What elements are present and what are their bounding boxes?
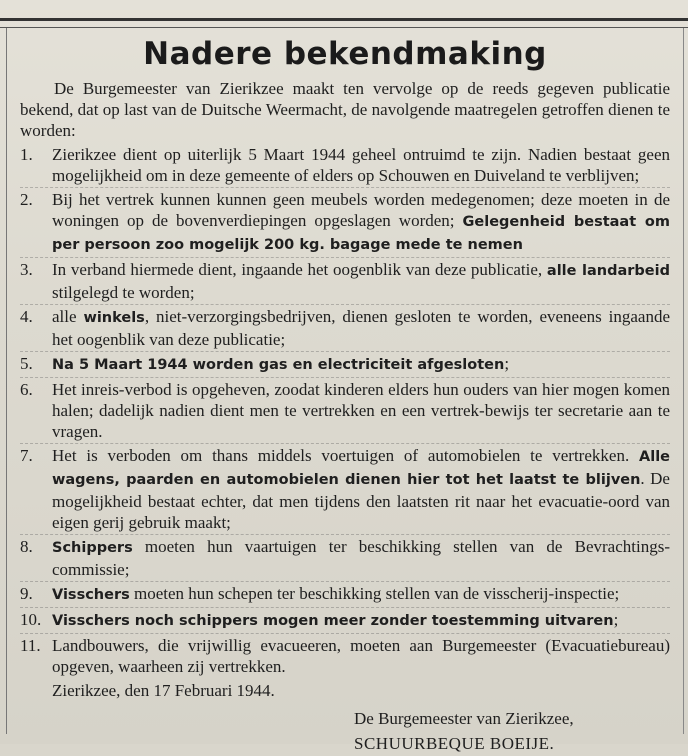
measure-item	[20, 535, 670, 582]
measure-number: 3.	[20, 260, 33, 279]
measure-emphasis: Visschers	[52, 587, 130, 603]
left-rule	[6, 28, 7, 734]
top-rule	[0, 18, 688, 28]
measure-item	[20, 582, 670, 608]
measure-emphasis: Visschers noch schippers mogen meer zonder toestemming uitvaren	[52, 613, 614, 629]
measure-text: alle	[52, 307, 84, 326]
signature-block	[20, 706, 670, 756]
measure-text: . De mogelijkheid bestaat echter, dat men tijdens den laatsten rit naar het evacuatie-oord van eigen gerij gebruik maakt;	[52, 469, 670, 532]
measure-text: Het inreis-verbod is opgeheven, zoodat kinderen elders hun ouders van hier mogen komen halen; dadelijk nadien dient men te vertrekken en een vertrek-bewijs ter secretarie aan te vragen.	[52, 380, 670, 441]
measure-item	[20, 258, 670, 305]
measure-text: Zierikzee dient op uiterlijk 5 Maart 1944 geheel ontruimd te zijn. Nadien bestaat geen mogelijkheid om in deze gemeente of elders op Schouwen en Duiveland te verblijven;	[52, 145, 670, 185]
measure-text: ;	[613, 610, 619, 629]
notice-body	[20, 36, 670, 756]
measure-item	[20, 444, 670, 535]
measure-item	[20, 634, 670, 678]
measure-text: moeten hun schepen ter beschikking stellen van de visscherij-inspectie;	[129, 584, 620, 603]
measure-item	[20, 305, 670, 352]
measure-emphasis: Schippers	[52, 540, 133, 556]
right-rule	[683, 28, 684, 734]
measures-list	[20, 143, 670, 678]
signature-title: De Burgemeester van Zierikzee,	[354, 709, 574, 728]
measure-number: 6.	[20, 380, 33, 399]
notice-intro: De Burgemeester van Zierikzee maakt ten vervolge op de reeds gegeven publicatie bekend, dat op last van de Duitsche Weermacht, de navolgende maatregelen getroffen dienen te worden:	[20, 79, 670, 140]
measure-text: In verband hiermede dient, ingaande het oogenblik van deze publicatie,	[52, 260, 547, 279]
measure-number: 9.	[20, 584, 33, 603]
measure-number: 11.	[20, 636, 41, 655]
measure-text: , niet-verzorgingsbedrijven, dienen gesloten te worden, eveneens ingaande het oogenblik van deze publicatie;	[52, 307, 670, 349]
measure-item	[20, 352, 670, 378]
measure-emphasis: Alle wagens, paarden en automobielen dienen hier tot het laatst te blijven	[52, 449, 670, 488]
signature-name: SCHUURBEQUE BOEIJE.	[354, 734, 555, 753]
measure-emphasis: Na 5 Maart 1944 worden gas en electriciteit afgesloten	[52, 357, 505, 373]
measure-number: 5.	[20, 354, 33, 373]
measure-number: 4.	[20, 307, 33, 326]
measure-item	[20, 378, 670, 444]
measure-text: Het is verboden om thans middels voertuigen of automobielen te vertrekken.	[52, 446, 639, 465]
measure-number: 1.	[20, 145, 33, 164]
measure-item	[20, 608, 670, 634]
notice-title: Nadere bekendmaking	[143, 36, 547, 72]
measure-emphasis: alle landarbeid	[546, 263, 670, 279]
measure-text: stilgelegd te worden;	[52, 283, 195, 302]
measure-number: 7.	[20, 446, 33, 465]
measure-emphasis: Gelegenheid bestaat om per persoon zoo mogelijk 200 kg. bagage mede te nemen	[52, 214, 671, 253]
date-line: Zierikzee, den 17 Februari 1944.	[52, 681, 275, 700]
measure-number: 10.	[20, 610, 42, 629]
measure-item	[20, 143, 670, 188]
measure-text: moeten hun vaartuigen ter beschikking stellen van de Bevrachtings-commissie;	[52, 537, 670, 579]
measure-emphasis: winkels	[83, 310, 145, 326]
measure-text: Landbouwers, die vrijwillig evacueeren, moeten aan Burgemeester (Evacuatiebureau) opgeven, waarheen zij vertrekken.	[52, 636, 670, 676]
measure-number: 2.	[20, 190, 33, 209]
measure-text: Bij het vertrek kunnen kunnen geen meubels worden medegenomen; deze moeten in de woningen op de bovenverdiepingen opgeslagen worden;	[52, 190, 670, 230]
measure-number: 8.	[20, 537, 33, 556]
measure-item	[20, 188, 670, 258]
measure-text: ;	[504, 354, 510, 373]
